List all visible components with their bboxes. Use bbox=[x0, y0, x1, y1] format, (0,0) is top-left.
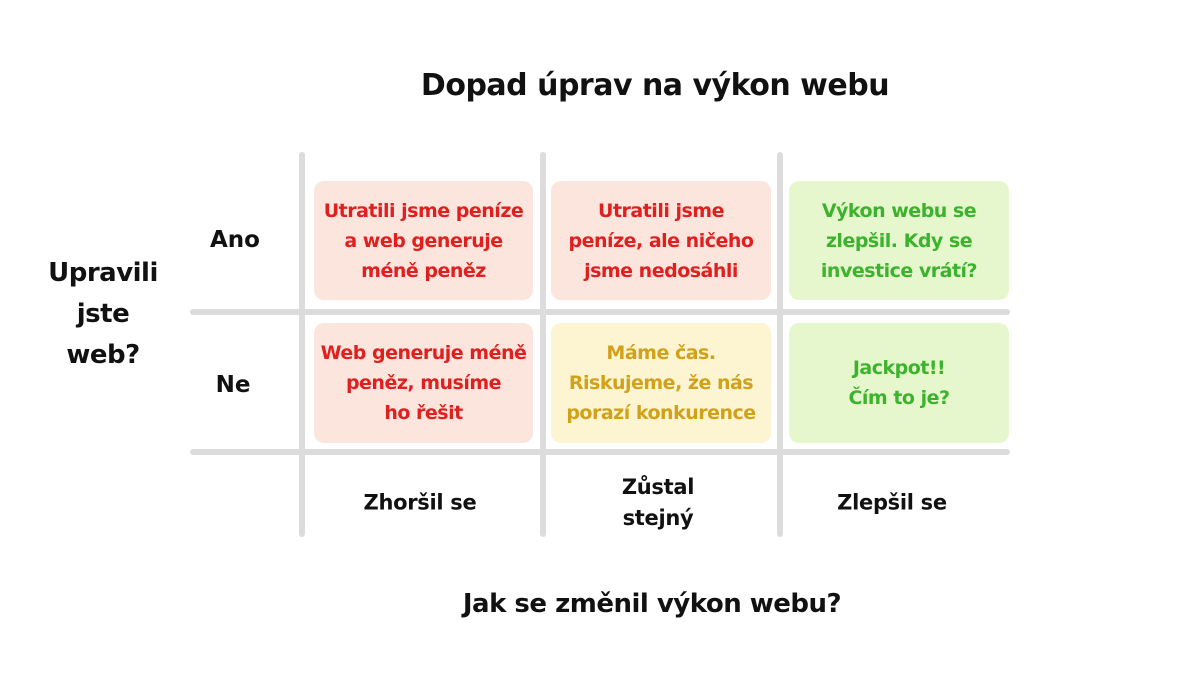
grid-line-vertical-1 bbox=[299, 152, 305, 537]
cell-text-line: peníze, ale ničeho bbox=[568, 229, 754, 252]
cell-text-line: a web generuje bbox=[344, 229, 503, 252]
column-label-line: Zlepšil se bbox=[837, 490, 947, 515]
row-label-ne: Ne bbox=[215, 372, 251, 398]
y-axis-question-line: Upravili bbox=[48, 258, 158, 288]
column-label-line: Zůstal bbox=[621, 475, 695, 499]
column-label-line: Zhoršil se bbox=[363, 490, 477, 515]
column-label-line: stejný bbox=[622, 506, 694, 530]
cell-text-line: investice vrátí? bbox=[820, 259, 978, 282]
cell-text-line: Jackpot!! bbox=[852, 357, 946, 379]
chart-title: Dopad úprav na výkon webu bbox=[420, 68, 890, 103]
cell-text-line: porazí konkurence bbox=[566, 402, 756, 424]
grid-line-horizontal-1 bbox=[190, 309, 1010, 315]
y-axis-question-line: jste bbox=[76, 299, 130, 329]
cell-text-line: zlepšil. Kdy se bbox=[825, 229, 973, 252]
cell-text-line: Čím to je? bbox=[848, 387, 950, 409]
matrix-cell-ano-zlepsil-se bbox=[789, 181, 1009, 300]
column-label-zhorsil-se bbox=[364, 488, 477, 519]
cell-text-line: ho řešit bbox=[384, 402, 463, 424]
matrix-cell-ano-zustal-stejny bbox=[551, 181, 771, 300]
cell-text-line: peněz, musíme bbox=[345, 372, 502, 394]
grid-line-vertical-3 bbox=[777, 152, 783, 537]
cell-text-line: jsme nedosáhli bbox=[584, 259, 738, 282]
row-label-ano: Ano bbox=[210, 227, 260, 253]
cell-text-line: Web generuje méně bbox=[320, 342, 527, 364]
column-label-zustal-stejny bbox=[622, 472, 694, 534]
y-axis-question bbox=[48, 253, 158, 376]
cell-text-line: Utratili jsme peníze bbox=[323, 199, 524, 222]
matrix-cell-ne-zhorsil-se bbox=[314, 323, 533, 443]
x-axis-question: Jak se změnil výkon webu? bbox=[462, 589, 842, 619]
cell-text-line: Riskujeme, že nás bbox=[568, 372, 754, 394]
matrix-cell-ano-zhorsil-se bbox=[314, 181, 533, 300]
cell-text-line: Výkon webu se bbox=[821, 199, 977, 222]
matrix-cell-ne-zlepsil-se bbox=[789, 323, 1009, 443]
matrix-cell-ne-zustal-stejny bbox=[551, 323, 771, 443]
grid-line-horizontal-2 bbox=[190, 449, 1010, 455]
cell-text-line: Utratili jsme bbox=[598, 199, 724, 222]
grid-line-vertical-2 bbox=[540, 152, 546, 537]
cell-text-line: Máme čas. bbox=[606, 342, 716, 364]
cell-text-line: méně peněz bbox=[361, 259, 486, 282]
y-axis-question-line: web? bbox=[66, 340, 140, 370]
column-label-zlepsil-se bbox=[837, 488, 947, 519]
